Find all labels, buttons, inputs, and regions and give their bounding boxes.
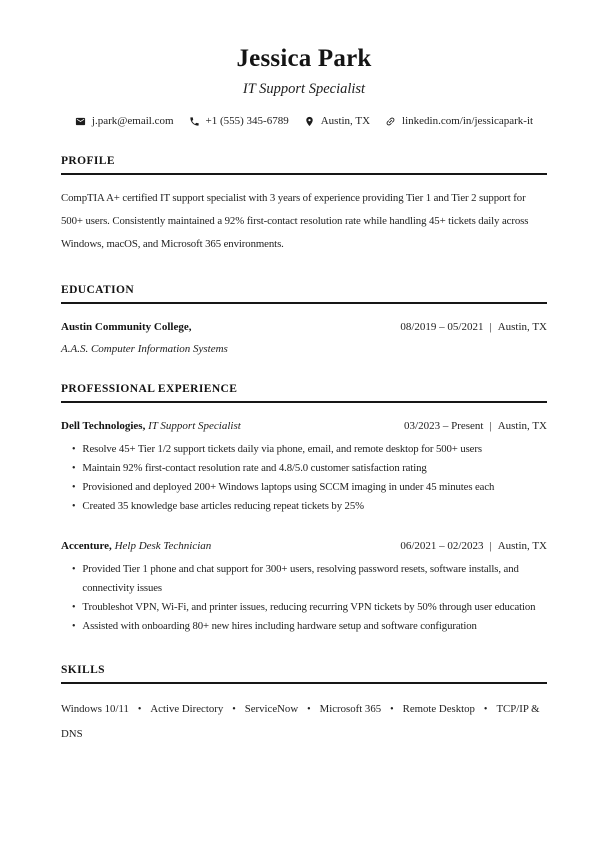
location-icon	[304, 116, 315, 127]
contact-location-text: Austin, TX	[320, 115, 371, 127]
experience-bullet	[61, 560, 547, 598]
education-dates: 08/2019 – 05/2021	[400, 321, 484, 333]
experience-dates: 06/2021 – 02/2023	[400, 540, 484, 552]
education-entry	[61, 320, 547, 355]
bullet-text: Provisioned and deployed 200+ Windows laptops using SCCM imaging in under 45 minutes each	[82, 481, 495, 493]
contact-location	[304, 115, 370, 127]
contact-phone-text: +1 (555) 345-6789	[205, 115, 289, 127]
skill-item: TCP/IP & DNS	[61, 703, 540, 740]
contact-linkedin-text: linkedin.com/in/jessicapark-it	[402, 115, 534, 127]
meta-separator: |	[489, 420, 492, 432]
bullet-icon: •	[72, 444, 76, 455]
skill-separator-icon: •	[307, 704, 311, 715]
resume-header	[61, 44, 547, 127]
bullet-text: Resolve 45+ Tier 1/2 support tickets daily via phone, email, and remote desktop for 500+ users	[82, 443, 482, 455]
experience-location: Austin, TX	[497, 540, 547, 552]
bullet-icon: •	[72, 564, 76, 575]
experience-bullet	[61, 598, 547, 617]
skill-separator-icon: •	[232, 704, 236, 715]
skill-separator-icon: •	[483, 704, 488, 715]
bullet-text: Troubleshot VPN, Wi-Fi, and printer issues, reducing recurring VPN tickets by 50% through user education	[82, 601, 536, 613]
role-title: Help Desk Technician	[114, 540, 212, 552]
experience-bullet-list	[61, 560, 547, 636]
experience-dates: 03/2023 – Present	[404, 420, 484, 432]
experience-entry	[61, 419, 547, 516]
bullet-text: Maintain 92% first-contact resolution rate and 4.8/5.0 customer satisfaction rating	[82, 462, 427, 474]
education-location: Austin, TX	[497, 321, 547, 333]
contact-row	[61, 115, 547, 127]
link-icon	[385, 116, 396, 127]
meta-separator: |	[489, 321, 492, 333]
job-title: IT Support Specialist	[242, 81, 366, 97]
bullet-icon: •	[72, 501, 76, 512]
contact-email	[75, 115, 174, 127]
profile-summary: CompTIA A+ certified IT support specialist with 3 years of experience providing Tier 1 and Tier 2 support for 500+ users. Consistently maintained a 92% first-contact resolution rate while handling 45+ tickets daily across Windows, macOS, and Microsoft 365 environments.	[61, 192, 529, 250]
experience-entry	[61, 539, 547, 636]
skill-item: Microsoft 365	[319, 703, 382, 715]
section-profile	[61, 155, 547, 256]
experience-entry-left	[61, 419, 241, 434]
bullet-icon: •	[72, 482, 76, 493]
skill-item: Windows 10/11	[61, 703, 129, 715]
bullet-text: Provided Tier 1 phone and chat support for 300+ users, resolving password resets, software installs, and connectivity issues	[82, 563, 519, 594]
skill-item: Active Directory	[150, 703, 224, 715]
experience-entry-left	[61, 539, 211, 554]
skills-list	[61, 697, 547, 746]
section-experience	[61, 383, 547, 636]
contact-linkedin	[385, 115, 533, 127]
skill-item: ServiceNow	[244, 703, 299, 715]
experience-bullet	[61, 478, 547, 497]
experience-bullet-list	[61, 440, 547, 516]
experience-bullet	[61, 497, 547, 516]
bullet-icon: •	[72, 463, 76, 474]
degree-name: A.A.S. Computer Information Systems	[61, 343, 228, 355]
experience-bullet	[61, 440, 547, 459]
skill-item: Remote Desktop	[402, 703, 475, 715]
experience-entry-header	[61, 419, 547, 434]
section-heading-profile: PROFILE	[61, 155, 547, 175]
skill-separator-icon: •	[390, 704, 394, 715]
page-title: Jessica Park	[236, 45, 372, 72]
bullet-text: Assisted with onboarding 80+ new hires including hardware setup and software configuration	[82, 620, 477, 632]
phone-icon	[189, 116, 200, 127]
skill-separator-icon: •	[137, 704, 142, 715]
section-heading-skills: SKILLS	[61, 664, 547, 684]
role-title: IT Support Specialist	[148, 420, 241, 432]
experience-entry-meta	[400, 539, 547, 554]
education-entry-meta	[400, 320, 547, 335]
experience-location: Austin, TX	[497, 420, 547, 432]
company-name: Dell Technologies,	[61, 420, 146, 432]
section-skills	[61, 664, 547, 746]
bullet-text: Created 35 knowledge base articles reducing repeat tickets by 25%	[82, 500, 364, 512]
experience-entry-meta	[404, 419, 547, 434]
section-education	[61, 284, 547, 355]
email-icon	[75, 116, 86, 127]
contact-phone	[189, 115, 289, 127]
education-entry-header	[61, 320, 547, 335]
experience-bullet	[61, 617, 547, 636]
experience-bullet	[61, 459, 547, 478]
section-heading-experience: PROFESSIONAL EXPERIENCE	[61, 383, 547, 403]
institution-name: Austin Community College,	[61, 321, 192, 333]
contact-email-text: j.park@email.com	[91, 115, 174, 127]
bullet-icon: •	[72, 602, 76, 613]
company-name: Accenture,	[61, 540, 112, 552]
meta-separator: |	[489, 540, 492, 552]
section-heading-education: EDUCATION	[61, 284, 547, 304]
bullet-icon: •	[72, 621, 76, 632]
experience-entry-header	[61, 539, 547, 554]
education-entry-left	[61, 320, 191, 335]
